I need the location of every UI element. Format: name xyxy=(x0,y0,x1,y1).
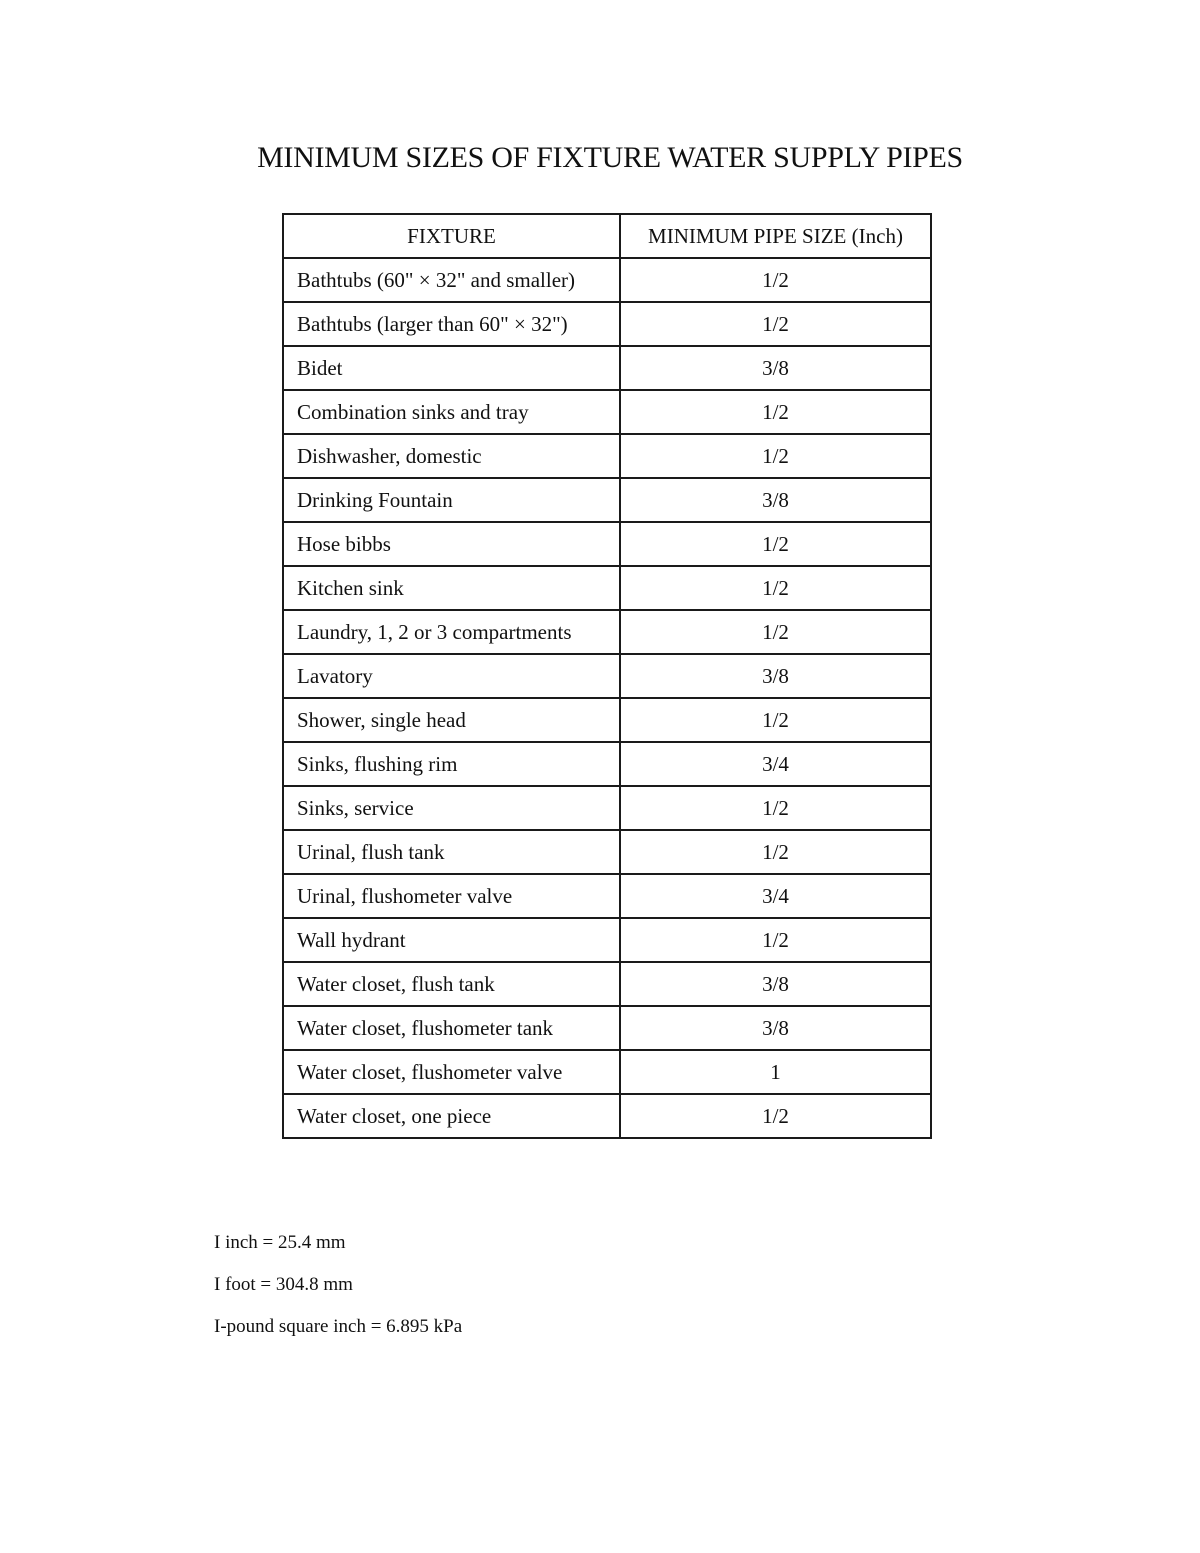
conversion-note: I inch = 25.4 mm xyxy=(214,1232,346,1253)
table-row xyxy=(283,1094,931,1138)
fixture-cell: Combination sinks and tray xyxy=(283,390,620,434)
fixture-cell: Water closet, flushometer valve xyxy=(283,1050,620,1094)
table-row xyxy=(283,566,931,610)
table-row xyxy=(283,258,931,302)
fixture-cell: Laundry, 1, 2 or 3 compartments xyxy=(283,610,620,654)
pipe-size-cell: 3/8 xyxy=(620,478,931,522)
table-row xyxy=(283,434,931,478)
pipe-size-table xyxy=(282,213,932,1139)
table-row xyxy=(283,698,931,742)
conversion-notes xyxy=(214,1230,462,1356)
pipe-size-cell: 1/2 xyxy=(620,1094,931,1138)
pipe-size-table-container xyxy=(282,213,930,1139)
table-row xyxy=(283,1050,931,1094)
table-row xyxy=(283,742,931,786)
column-header-fixture: FIXTURE xyxy=(283,214,620,258)
pipe-size-cell: 3/4 xyxy=(620,742,931,786)
table-row xyxy=(283,346,931,390)
pipe-size-cell: 1/2 xyxy=(620,830,931,874)
conversion-note: I foot = 304.8 mm xyxy=(214,1274,353,1295)
conversion-note: I-pound square inch = 6.895 kPa xyxy=(214,1316,463,1337)
fixture-cell: Water closet, flush tank xyxy=(283,962,620,1006)
table-row xyxy=(283,390,931,434)
fixture-cell: Bidet xyxy=(283,346,620,390)
table-row xyxy=(283,478,931,522)
fixture-cell: Bathtubs (larger than 60" × 32") xyxy=(283,302,620,346)
table-row xyxy=(283,918,931,962)
column-header-min-pipe-size: MINIMUM PIPE SIZE (Inch) xyxy=(620,214,931,258)
table-row xyxy=(283,654,931,698)
fixture-cell: Bathtubs (60" × 32" and smaller) xyxy=(283,258,620,302)
fixture-cell: Kitchen sink xyxy=(283,566,620,610)
fixture-cell: Sinks, flushing rim xyxy=(283,742,620,786)
pipe-size-cell: 1/2 xyxy=(620,390,931,434)
table-row xyxy=(283,786,931,830)
fixture-cell: Lavatory xyxy=(283,654,620,698)
table-row xyxy=(283,874,931,918)
pipe-size-cell: 1/2 xyxy=(620,434,931,478)
pipe-size-cell: 1/2 xyxy=(620,302,931,346)
fixture-cell: Water closet, one piece xyxy=(283,1094,620,1138)
fixture-cell: Urinal, flushometer valve xyxy=(283,874,620,918)
pipe-size-cell: 3/8 xyxy=(620,654,931,698)
pipe-size-cell: 1/2 xyxy=(620,786,931,830)
table-row xyxy=(283,830,931,874)
pipe-size-cell: 1 xyxy=(620,1050,931,1094)
pipe-size-cell: 3/8 xyxy=(620,962,931,1006)
fixture-cell: Shower, single head xyxy=(283,698,620,742)
table-body xyxy=(283,258,931,1138)
fixture-cell: Urinal, flush tank xyxy=(283,830,620,874)
table-row xyxy=(283,302,931,346)
pipe-size-cell: 1/2 xyxy=(620,698,931,742)
fixture-cell: Wall hydrant xyxy=(283,918,620,962)
fixture-cell: Hose bibbs xyxy=(283,522,620,566)
fixture-cell: Water closet, flushometer tank xyxy=(283,1006,620,1050)
fixture-cell: Dishwasher, domestic xyxy=(283,434,620,478)
table-row xyxy=(283,610,931,654)
table-row xyxy=(283,522,931,566)
fixture-cell: Drinking Fountain xyxy=(283,478,620,522)
pipe-size-cell: 3/8 xyxy=(620,346,931,390)
page-title: MINIMUM SIZES OF FIXTURE WATER SUPPLY PIPES xyxy=(257,141,963,174)
pipe-size-cell: 1/2 xyxy=(620,258,931,302)
table-header-row xyxy=(283,214,931,258)
pipe-size-cell: 1/2 xyxy=(620,610,931,654)
table-row xyxy=(283,962,931,1006)
pipe-size-cell: 3/8 xyxy=(620,1006,931,1050)
pipe-size-cell: 1/2 xyxy=(620,566,931,610)
table-row xyxy=(283,1006,931,1050)
pipe-size-cell: 1/2 xyxy=(620,522,931,566)
pipe-size-cell: 3/4 xyxy=(620,874,931,918)
pipe-size-cell: 1/2 xyxy=(620,918,931,962)
fixture-cell: Sinks, service xyxy=(283,786,620,830)
